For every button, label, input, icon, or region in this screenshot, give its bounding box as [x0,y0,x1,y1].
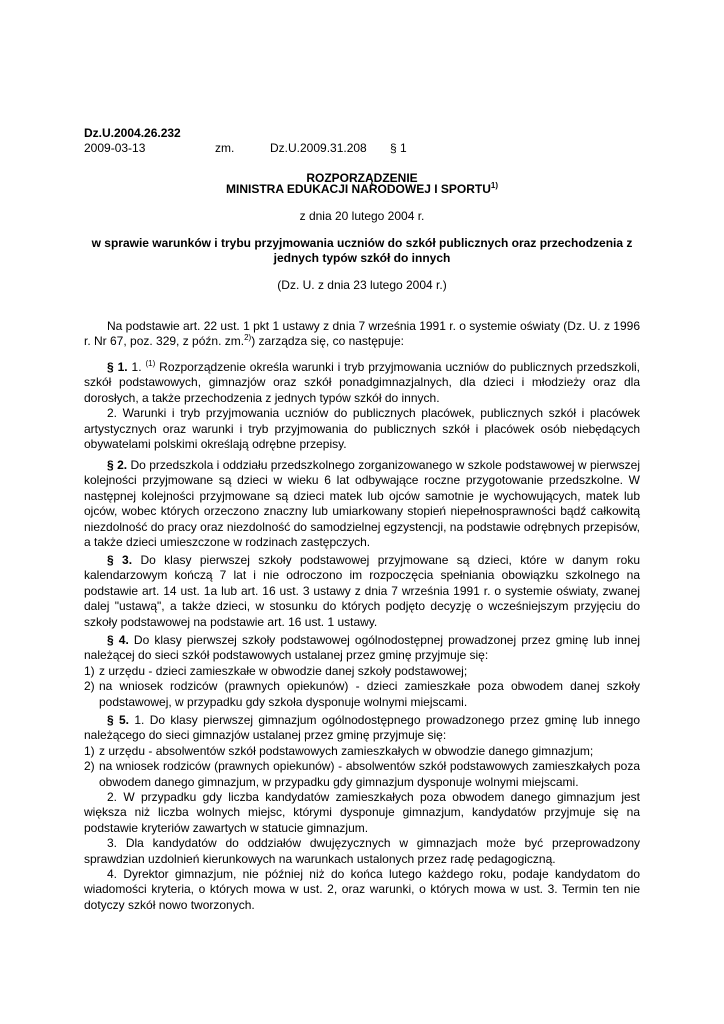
title-footnote: 1) [490,181,499,190]
list-item: 1) z urzędu - dzieci zamieszkałe w obwodzie danej szkoły podstawowej; [84,663,468,678]
section-5 [84,713,640,913]
list-item: 1) z urzędu - absolwentów szkół podstawowych zamieszkałych w obwodzie danego gimnazjum; [84,743,594,758]
change-ref: Dz.U.2009.31.208 [270,141,367,155]
section-4 [84,633,640,710]
section-1 [84,360,640,452]
published: (Dz. U. z dnia 23 lutego 2004 r.) [277,278,447,292]
title-line1: ROZPORZĄDZENIE [306,171,418,185]
section-2-label: § 2. [107,458,128,472]
section-1-para-1: § 1. 1. $^{(1)}$ Rozporządzenie określa warunki i tryb przyjmowania uczniów do publicznych przedszkoli, szkół podstawowych, gimnazjów oraz szkół ponadgimnazjalnych, dla dzieci i młodzieży oraz dla dorosłych, a także przechodzenia z jednych typów szkół do innych. [84,359,640,405]
section-5-label: § 5. [107,713,130,727]
change-label: zm. [215,141,235,155]
section-5-intro: § 5. 1. Do klasy pierwszej gimnazjum ogólnodostępnego prowadzonego przez gminę lub innego należącego do sieci gimnazjów ustalanej przez gminę przyjmuje się: [84,713,641,743]
section-5-para-2: 2. W przypadku gdy liczba kandydatów zamieszkałych poza obwodem danego gimnazjum jest większa niż liczba wolnych miejsc, którymi dysponuje gimnazjum, kandydatów przyjmuje się na podstawie kryteriów zawartych w statucie gimnazjum. [84,790,640,835]
preamble: Na podstawie art. 22 ust. 1 pkt 1 ustawy z dnia 7 września 1991 r. o systemie oświaty (Dz. U. z 1996 r. Nr 67, poz. 329, z późn. zm.$^{2)}$) zarządza się, co następuje: [84,319,640,349]
section-5-para-3: 3. Dla kandydatów do oddziałów dwujęzycznych w gimnazjach może być przeprowadzony sprawdzian uzdolnień kierunkowych na warunkach ustalonych przez radę pedagogiczną. [84,836,640,866]
date-line: z dnia 20 lutego 2004 r. [299,209,425,223]
list-item: 2) na wniosek rodziców (prawnych opiekunów) - absolwentów szkół podstawowych zamieszkałych poza obwodem danego gimnazjum, w przypadku gdy gimnazjum dysponuje wolnymi miejscami. [84,759,640,789]
section-4-intro: § 4. Do klasy pierwszej szkoły podstawowej ogólnodostępnej prowadzonej przez gminę lub innej należącej do sieci szkół podstawowych ustalanej przez gminę przyjmuje się: [84,633,640,663]
section-5-para-4: 4. Dyrektor gimnazjum, nie później niż do końca lutego każdego roku, podaje kandydatom do wiadomości kryteria, o których mowa w ust. 2, oraz warunki, o których mowa w ust. 3. Termin ten nie dotyczy szkół nowo tworzonych. [84,867,640,912]
section-4-label: § 4. [107,633,129,647]
doc-id: Dz.U.2004.26.232 [84,126,181,140]
section-3: § 3. Do klasy pierwszej szkoły podstawowej przyjmowane są dzieci, które w danym roku kalendarzowym kończą 7 lat i nie odroczono im rozpoczęcia spełniania obowiązku szkolnego na podstawie art. 14 ust. 1a lub art. 16 ust. 3 ustawy z dnia 7 września 1991 r. o systemie oświaty, zwanej dalej "ustawą", a także dzieci, w stosunku do których podjęto decyzję o wcześniejszym przyjęciu do szkoły podstawowej na podstawie art. 16 ust. 1 ustawy. [84,553,641,629]
section-1-para-2: 2. Warunki i tryb przyjmowania uczniów do publicznych placówek, publicznych szkół i placówek artystycznych oraz warunki i tryb przyjmowania do publicznych szkół i placówek osób niebędących obywatelami polskimi określają odrębne przepisy. [84,406,640,452]
subject: w sprawie warunków i trybu przyjmowania uczniów do szkół publicznych oraz przechodzenia z jednych typów szkół do innych [91,236,633,266]
section-2: § 2. Do przedszkola i oddziału przedszkolnego zorganizowanego w szkole podstawowej w pierwszej kolejności przyjmowane są dzieci w wieku 6 lat odbywające roczne przygotowanie przedszkolne. W następnej kolejności przyjmowane są dzieci matek lub ojców samotnie je wychowujących, matek lub ojców, wobec których orzeczono znaczny lub umiarkowany stopień niepełnosprawności bądź całkowitą niezdolność do pracy oraz niezdolność do samodzielnej egzystencji, na podstawie odrębnych przepisów, a także dzieci umieszczone w rodzinach zastępczych. [84,458,641,550]
change-date: 2009-03-13 [84,141,146,155]
section-1-label: § 1. [107,360,128,374]
list-item: 2) na wniosek rodziców (prawnych opiekunów) - dzieci zamieszkałe poza obwodem danej szkoły podstawowej, w przypadku gdy szkoła dysponuje wolnymi miejscami. [84,679,640,709]
title-line2: MINISTRA EDUKACJI NARODOWEJ I SPORTU$^{1)}$ [225,181,499,196]
section-3-label: § 3. [107,553,133,567]
change-section: § 1 [390,141,407,155]
change-row [84,141,640,156]
